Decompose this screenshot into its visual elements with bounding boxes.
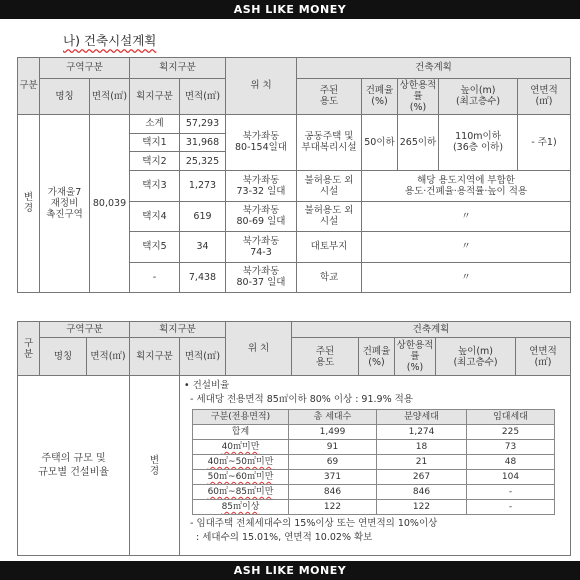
inner-cell: 18 [377,440,467,455]
header-bcr: 건폐율 (%) [362,78,398,114]
lot-area-cell: 31,968 [180,133,226,152]
zone-area: 80,039 [90,114,130,292]
lot-area-cell: 1,273 [180,171,226,201]
inner-cell: 846 [289,485,377,500]
header-lot-area: 면적(㎡) [180,78,226,114]
lot-area-cell: 619 [180,201,226,231]
use-cell: 불허용도 외 시설 [297,171,362,201]
use-cell: 불허용도 외 시설 [297,201,362,231]
table-row [193,500,555,515]
table-row [193,485,555,500]
lot-area-cell: 57,293 [180,114,226,133]
inner-cell: 267 [377,470,467,485]
table-row [193,470,555,485]
header-plan-group: 건축계획 [292,322,571,338]
header-location: 위 치 [226,322,292,376]
location-cell: 북가좌동 73-32 일대 [226,171,297,201]
header-use: 주된 용도 [297,78,362,114]
use-cell: 대토부지 [297,232,362,262]
location-cell: 북가좌동 80-37 일대 [226,262,297,292]
table-row [193,440,555,455]
bullet-construction-ratio: • 건설비율 [184,380,230,391]
header-floor-area: 연면적 (㎡) [518,78,571,114]
header-location: 위 치 [226,58,297,115]
section-title [63,31,156,49]
construction-ratio-cell [180,376,571,556]
housing-ratio-table [17,321,571,556]
inner-cell: 371 [289,470,377,485]
inner-cell: 104 [467,470,555,485]
inner-cell: 40㎡~50㎡미만 [193,455,289,470]
header-area: 면적(㎡) [87,338,130,376]
header-bcr: 건폐율 (%) [359,338,395,376]
inner-cell: 48 [467,455,555,470]
unit-breakdown-table [192,409,555,515]
lot-cell: - [130,262,180,292]
table-row [193,455,555,470]
bottom-banner: ASH LIKE MONEY [0,561,580,580]
bullet-rental-result: : 세대수의 15.01%, 연면적 10.02% 확보 [196,532,373,543]
lot-area-cell: 25,325 [180,152,226,171]
merged-note-cell: 해당 용도지역에 부합한 용도·건폐율·용적률·높이 적용 [362,171,571,201]
inner-header: 구분(전용면적) [193,410,289,425]
top-banner: ASH LIKE MONEY [0,0,580,19]
header-name: 명칭 [40,78,90,114]
inner-cell: 1,274 [377,425,467,440]
inner-header: 총 세대수 [289,410,377,425]
use-cell: 공동주택 및 부대복리시설 [297,114,362,171]
inner-cell: 122 [289,500,377,515]
building-plan-table [17,57,571,293]
header-far: 상한용적률 (%) [398,78,439,114]
lot-cell: 택지4 [130,201,180,231]
header-lot: 획지구분 [130,78,180,114]
housing-scale-label: 주택의 규모 및 규모별 건설비율 [18,376,130,556]
lot-cell: 택지5 [130,232,180,262]
lot-cell: 택지2 [130,152,180,171]
ditto-cell: 〃 [362,232,571,262]
inner-cell: 69 [289,455,377,470]
inner-cell: - [467,500,555,515]
header-floor-area: 연면적 (㎡) [516,338,571,376]
header-area: 면적(㎡) [90,78,130,114]
lot-cell: 택지3 [130,171,180,201]
header-gubun: 구 분 [18,322,40,376]
lot-area-cell: 7,438 [180,262,226,292]
bullet-85-rule: - 세대당 전용면적 85㎡이하 80% 이상 : 91.9% 적용 [190,394,413,405]
inner-cell: 60㎡~85㎡미만 [193,485,289,500]
use-cell: 학교 [297,262,362,292]
inner-cell: 85㎡이상 [193,500,289,515]
gubun-value: 변 경 [130,376,180,556]
inner-cell: 91 [289,440,377,455]
lot-cell: 택지1 [130,133,180,152]
floor-area-cell: - 주1) [518,114,571,171]
header-far: 상한용적 률 (%) [395,338,436,376]
inner-header: 분양세대 [377,410,467,425]
inner-cell: 122 [377,500,467,515]
inner-cell: 40㎡미만 [193,440,289,455]
table-row [193,425,555,440]
inner-cell: 합계 [193,425,289,440]
inner-header: 임대세대 [467,410,555,425]
inner-cell: 225 [467,425,555,440]
header-height: 높이(m) (최고층수) [436,338,516,376]
inner-cell: 1,499 [289,425,377,440]
lot-area-cell: 34 [180,232,226,262]
ditto-cell: 〃 [362,262,571,292]
lot-cell: 소계 [130,114,180,133]
header-height: 높이(m) (최고층수) [439,78,518,114]
header-area-group: 구역구분 [40,322,130,338]
inner-cell: 846 [377,485,467,500]
header-gubun: 구분 [18,58,40,115]
inner-cell: 50㎡~60㎡미만 [193,470,289,485]
section-title-text: 나) 건축시설계획 [63,33,157,48]
header-lot-group: 획지구분 [130,322,226,338]
header-lot-area: 면적(㎡) [180,338,226,376]
inner-cell: - [467,485,555,500]
bullet-rental-rule: - 임대주택 전체세대수의 15%이상 또는 연면적의 10%이상 [190,518,438,529]
inner-cell: 21 [377,455,467,470]
zone-name: 가재울7 재정비 촉진구역 [40,114,90,292]
header-lot: 획지구분 [130,338,180,376]
location-cell: 북가좌동 80-154일대 [226,114,297,171]
ditto-cell: 〃 [362,201,571,231]
location-cell: 북가좌동 74-3 [226,232,297,262]
location-cell: 북가좌동 80-69 일대 [226,201,297,231]
far-cell: 265이하 [398,114,439,171]
header-area-group: 구역구분 [40,58,130,79]
header-name: 명칭 [40,338,87,376]
header-use: 주된 용도 [292,338,359,376]
gubun-value: 변 경 [18,114,40,292]
header-plan-group: 건축계획 [297,58,571,79]
height-cell: 110m이하 (36층 이하) [439,114,518,171]
inner-cell: 73 [467,440,555,455]
header-lot-group: 획지구분 [130,58,226,79]
bcr-cell: 50이하 [362,114,398,171]
